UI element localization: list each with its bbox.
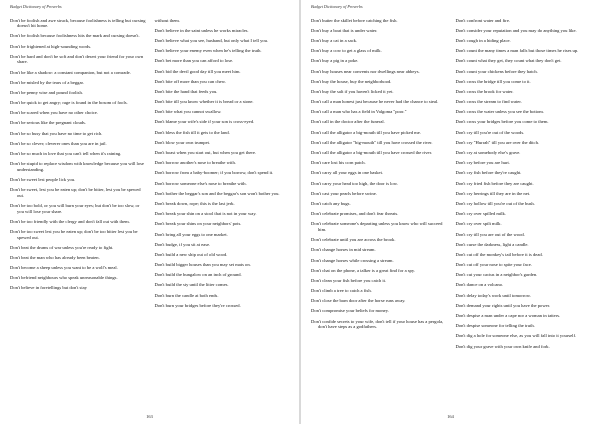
proverb-entry: Don't close the barn door after the horse runs away.: [311, 298, 406, 304]
proverb-entry: Don't buy the salt if you haven't licked it yet.: [311, 88, 394, 94]
proverb-entry: Don't curse the darkness, light a candle.: [455, 241, 529, 247]
page-header: Budget Dictionary of Proverbs: [10, 4, 62, 9]
right-page-column-1: [311, 13, 448, 408]
proverb-entry: Don't confront water and fire.: [455, 17, 511, 23]
proverb-entry: Don't break your shins on your neighbors' pots.: [154, 221, 242, 227]
proverb-entry: Don't care lost his corn patch.: [311, 160, 366, 166]
proverb-entry: Don't build the sty until the litter comes.: [154, 282, 229, 288]
proverb-entry: Don't despise a man under a cape nor a woman in tatters.: [455, 313, 561, 319]
proverb-entry: Don't cut off your nose to spite your face.: [455, 262, 532, 268]
left-page: [0, 0, 299, 424]
proverb-entry: Don't believe what you see, husband, but only what I tell you.: [154, 37, 269, 43]
proverb-entry: Don't delay today's work until tomorrow.: [455, 292, 531, 298]
proverb-entry: Don't be scared when you have no other choice.: [10, 110, 98, 116]
proverb-entry: Don't beat the man who has already been beaten.: [10, 254, 100, 260]
proverb-entry: Don't cry "Hurrah" till you are over the ditch.: [455, 139, 540, 145]
proverb-entry: Don't demand your rights until you have the power.: [455, 302, 551, 308]
proverb-entry: Don't carry all your eggs in one basket.: [311, 170, 384, 176]
proverb-entry: Don't be sweet, lest you be eaten up; don't be bitter, lest you be spewed out.: [10, 187, 141, 198]
proverb-entry: Don't call the alligator a big-mouth till you have crossed the river.: [311, 150, 432, 156]
proverb-entry: Don't boast when you start out, but when you get there.: [154, 150, 257, 156]
proverb-entry: Don't be hard and don't be soft and don't desert your friend for your own share.: [10, 53, 144, 65]
proverb-entry: Don't beat the drums of war unless you're ready to fight.: [10, 244, 114, 250]
proverb-entry: Don't compromise your beliefs for money.: [311, 308, 389, 314]
proverb-entry: Don't be too bold, or you will burn your eyes; but don't be too slow, or you will lose your share.: [10, 202, 140, 214]
proverb-entry: Don't catch any bugs.: [311, 200, 351, 206]
proverb-entry: Don't cry till you're out of the woods.: [455, 129, 525, 135]
proverb-entry: Don't befriend neighbours who speak unreasonable things.: [10, 275, 118, 281]
proverb-entry: Don't bring all your eggs to one market.: [154, 231, 228, 237]
proverb-entry: Don't buy a pig in a poke.: [311, 58, 359, 64]
proverb-entry: Don't be sweet lest people lick you.: [10, 177, 76, 182]
proverb-entry: Don't bless the fish till it gets to the land.: [154, 129, 230, 135]
proverb-entry: Don't cross the brook for water.: [455, 88, 514, 94]
page-header: Budget Dictionary of Proverbs: [311, 4, 363, 9]
proverb-entry: Don't be so much in love that you can't tell when it's raining.: [10, 151, 122, 157]
proverb-entry: Don't celebrate until you are across the brook.: [311, 237, 396, 243]
proverb-entry: Don't borrow someone else's nose to breathe with.: [154, 180, 247, 186]
proverb-entry: Don't be serious like the pregnant clouds.: [10, 120, 86, 126]
proverb-entry: Don't be too sweet lest you be eaten up; don't be too bitter lest you be spewed out.: [10, 228, 138, 240]
proverb-entry: Don't break your shin on a stool that is not in your way.: [154, 211, 257, 217]
proverb-entry: Don't cross your bridges before you come to them.: [455, 119, 549, 125]
proverb-entry: Don't cry over spilled milk.: [455, 211, 506, 217]
proverb-entry: Don't buy a cat in a sack.: [311, 37, 358, 43]
proverb-entry: Don't buy a boat that is under water.: [311, 27, 378, 33]
right-page-columns: [311, 13, 592, 408]
proverb-entry: Don't climb a tree to catch a fish.: [311, 288, 372, 294]
proverb-entry: Don't dig a hole for someone else, as you will fall into it yourself.: [455, 333, 577, 339]
proverb-entry: Don't butter the skillet before catching the fish.: [311, 17, 398, 23]
proverb-entry: Don't be so busy that you have no time to get rich.: [10, 130, 103, 136]
proverb-entry: Don't be frightened at high-sounding words.: [10, 43, 92, 49]
proverb-entry: Don't believe your enemy even when he's telling the truth.: [154, 48, 262, 54]
proverb-entry: Don't cry before you are hurt.: [455, 160, 510, 166]
proverb-entry: Don't change horses in mid stream.: [311, 247, 376, 253]
proverb-entry: Don't bite what you cannot swallow.: [154, 109, 222, 115]
proverb-entry: Don't consider your reputation and you may do anything you like.: [455, 27, 577, 33]
proverb-entry: Don't cry herrings till they are in the net.: [455, 190, 531, 196]
proverb-entry: Don't cross the stream to find water.: [455, 99, 522, 105]
proverb-entry: Don't borrow another's nose to breathe with.: [154, 160, 236, 166]
left-page-column-2: [155, 13, 292, 408]
proverb-entry: Don't break down, rope; this is the last jerk.: [154, 200, 235, 206]
right-page: [301, 0, 600, 424]
proverb-entry: without them.: [154, 17, 181, 23]
proverb-entry: Don't be like a shadow: a constant companion, but not a comrade.: [10, 69, 131, 75]
proverb-entry: Don't bother the beggar's son and the beggar's son won't bother you.: [154, 190, 280, 196]
proverb-entry: Don't be misled by the tears of a beggar.: [10, 79, 84, 85]
proverb-entry: Don't be too friendly with the clergy and don't fall out with them.: [10, 218, 130, 224]
proverb-entry: Don't count what they get, they count what they don't get.: [455, 58, 562, 64]
proverb-entry: Don't bite off more than you can chew.: [154, 78, 226, 84]
proverb-entry: Don't cry fried fish before they are caught.: [455, 180, 534, 186]
proverb-entry: Don't borrow from a baby-boomer; if you borrow, don't spend it.: [154, 170, 274, 176]
proverb-entry: Don't be so clever; cleverer ones than you are in jail.: [10, 140, 107, 146]
proverb-entry: Don't cry over spilt milk.: [455, 221, 502, 227]
proverb-entry: Don't bet more than you can afford to lose.: [154, 58, 234, 64]
proverb-entry: Don't clean your fish before you catch it.: [311, 277, 387, 283]
proverb-entry: Don't call a man honest just because he never had the chance to steal.: [311, 99, 439, 105]
proverb-entry: Don't build the bungalow on an inch of ground.: [154, 272, 242, 278]
proverb-entry: Don't dance on a volcano.: [455, 282, 504, 288]
proverb-entry: Don't blow your own trumpet.: [154, 139, 211, 145]
proverb-entry: Don't buy the house, buy the neighborhood.: [311, 78, 392, 84]
proverb-entry: Don't despise someone for telling the truth.: [455, 323, 535, 329]
proverb-entry: Don't celebrate promises, and don't fear threats.: [311, 211, 399, 217]
proverb-entry: Don't build a new ship out of old wood.: [154, 251, 228, 257]
proverb-entry: Don't cry fish before they're caught.: [455, 170, 522, 176]
proverb-entry: Don't bite the hand that feeds you.: [154, 88, 218, 94]
proverb-entry: Don't confide secrets to your wife, don't tell if your house has a pergola, don't have steps as a godfathers.: [311, 318, 444, 330]
proverb-entry: Don't bite till you know whether it is bread or a stone.: [154, 99, 254, 105]
proverb-entry: Don't buy a cow to get a glass of milk.: [311, 48, 382, 54]
proverb-entry: Don't cough in a hiding place.: [455, 37, 511, 43]
proverb-entry: Don't count your chickens before they hatch.: [455, 68, 538, 74]
proverb-entry: Don't buy houses near convents nor dwellings near abbeys.: [311, 68, 420, 74]
proverb-entry: Don't build bigger houses than you may set mats on.: [154, 262, 251, 268]
proverb-entry: Don't cast your pearls before swine.: [311, 190, 377, 196]
proverb-entry: Don't count the many times a man falls but those times he rises up.: [455, 48, 579, 54]
proverb-entry: Don't bid the devil good day till you meet him.: [154, 68, 241, 74]
proverb-entry: Don't change horses while crossing a stream.: [311, 257, 394, 263]
proverb-entry: Don't call the alligator "big-mouth" till you have crossed the river.: [311, 139, 433, 145]
right-page-column-2: [456, 13, 593, 408]
proverb-entry: Don't cross the bridge till you come to it.: [455, 78, 531, 84]
proverb-entry: Don't be penny wise and pound foolish.: [10, 89, 83, 95]
page-number: 163: [146, 414, 153, 419]
proverb-entry: Don't blame your wife's side if your son is cross-eyed.: [154, 119, 255, 125]
left-page-column-1: [10, 13, 147, 408]
proverb-entry: Don't cry hollow till you're out of the bush.: [455, 200, 535, 206]
proverb-entry: Don't burn your bridges before they're crossed.: [154, 302, 241, 308]
proverb-entry: Don't believe in foretellings but don't stay: [10, 285, 87, 291]
left-page-columns: [10, 13, 291, 408]
proverb-entry: Don't become a sheep unless you want to be a wolf's meal.: [10, 265, 118, 271]
proverb-entry: Don't dig your grave with your own knife and fork.: [455, 343, 550, 349]
proverb-entry: Don't be foolish because foolishness hits the mark and cursing doesn't.: [10, 33, 140, 39]
proverb-entry: Don't call the alligator a big-mouth till you have picked me.: [311, 129, 421, 135]
proverb-entry: Don't cross the water unless you see the bottom.: [455, 109, 544, 115]
proverb-entry: Don't chat on the phone, a talker is a great find for a spy.: [311, 267, 415, 273]
proverb-entry: Don't carry your head too high, the door is low.: [311, 180, 398, 186]
proverb-entry: Don't be quick to get angry; rage is found in the bosom of fools.: [10, 100, 128, 106]
proverb-entry: Don't cut your cactus in a neighbor's garden.: [455, 272, 538, 278]
proverb-entry: Don't burn the candle at both ends.: [154, 292, 219, 298]
proverb-entry: Don't cry till you are out of the wood.: [455, 231, 525, 237]
page-number: 164: [447, 414, 454, 419]
proverb-entry: Don't call a man who has a field in Valgoma "poor.": [311, 109, 407, 115]
proverb-entry: Don't budge, if you sit at ease.: [154, 241, 211, 247]
proverb-entry: Don't cry at somebody else's grave.: [455, 150, 521, 156]
proverb-entry: Don't believe in the saint unless he works miracles.: [154, 27, 249, 33]
proverb-entry: Don't celebrate someone's departing unless you know who will succeed him.: [311, 221, 443, 232]
proverb-entry: Don't cut off the monkey's tail before it is dead.: [455, 251, 543, 257]
proverb-entry: Don't call in the doctor after the funeral.: [311, 119, 385, 125]
proverb-entry: Don't be foolish and awe struck, because foolishness is telling but cursing doesn't hit home.: [10, 17, 146, 29]
proverb-entry: Don't be stupid to replace wisdom with knowledge because you will lose understanding.: [10, 161, 144, 172]
